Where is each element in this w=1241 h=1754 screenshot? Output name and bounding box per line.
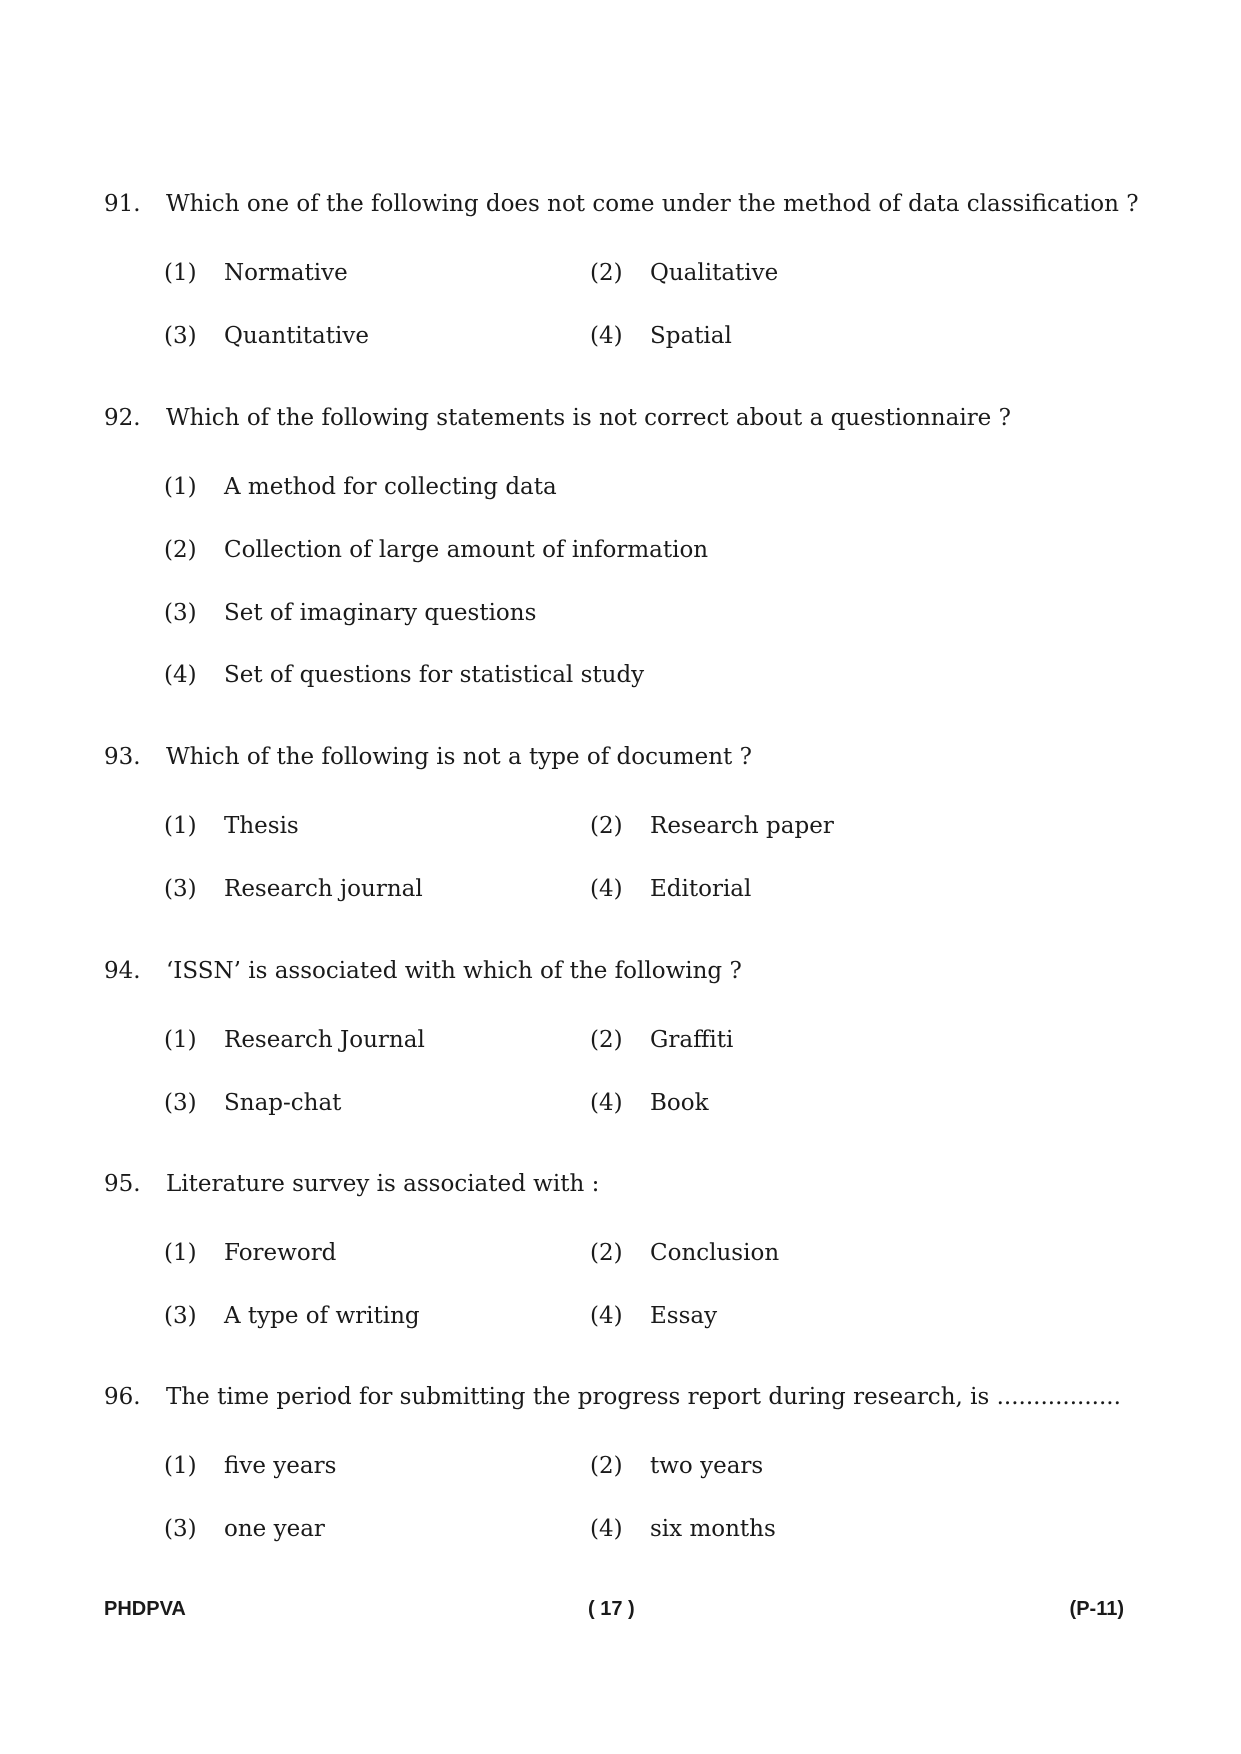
- option-text: Research Journal: [224, 1027, 425, 1053]
- option-text: Snap-chat: [224, 1090, 342, 1116]
- option-number: (2): [590, 1027, 623, 1053]
- option-text: one year: [224, 1516, 325, 1542]
- option-number: (3): [164, 600, 197, 626]
- question-94: [104, 955, 1164, 987]
- paper-code: PHDPVA: [104, 1598, 186, 1620]
- option-number: (4): [590, 323, 623, 349]
- option-number: (2): [590, 813, 623, 839]
- question-text: Which one of the following does not come under the method of data classification ?: [166, 191, 1139, 217]
- option-text: Set of imaginary questions: [224, 600, 537, 626]
- question-91: [104, 188, 1164, 220]
- option-number: (4): [590, 1303, 623, 1329]
- option-text: two years: [650, 1453, 764, 1479]
- option-number: (2): [590, 260, 623, 286]
- option-text: Spatial: [650, 323, 732, 349]
- question-number: 92.: [104, 405, 141, 431]
- option-text: Foreword: [224, 1240, 337, 1266]
- option-text: Thesis: [224, 813, 299, 839]
- option-text: five years: [224, 1453, 337, 1479]
- option-text: Qualitative: [650, 260, 779, 286]
- option-text: six months: [650, 1516, 776, 1542]
- question-number: 95.: [104, 1171, 141, 1197]
- option-text: Collection of large amount of information: [224, 537, 709, 563]
- option-number: (1): [164, 1240, 197, 1266]
- question-95: [104, 1168, 1164, 1200]
- option-number: (1): [164, 474, 197, 500]
- question-92: [104, 402, 1164, 434]
- question-text: Which of the following statements is not correct about a questionnaire ?: [166, 405, 1011, 431]
- set-code: (P-11): [1069, 1598, 1124, 1620]
- option-text: Research journal: [224, 876, 423, 902]
- option-text: Essay: [650, 1303, 718, 1329]
- option-number: (2): [164, 537, 197, 563]
- option-number: (3): [164, 323, 197, 349]
- option-number: (2): [590, 1453, 623, 1479]
- question-number: 93.: [104, 744, 141, 770]
- option-text: A method for collecting data: [224, 474, 557, 500]
- option-text: A type of writing: [224, 1303, 420, 1329]
- option-text: Quantitative: [224, 323, 369, 349]
- option-number: (1): [164, 1027, 197, 1053]
- option-number: (4): [164, 662, 197, 688]
- option-number: (2): [590, 1240, 623, 1266]
- page-number: ( 17 ): [588, 1598, 635, 1620]
- question-text: ‘ISSN’ is associated with which of the following ?: [166, 958, 742, 984]
- question-93: [104, 741, 1164, 773]
- question-text: Which of the following is not a type of document ?: [166, 744, 752, 770]
- question-text: The time period for submitting the progress report during research, is .................: [166, 1384, 1121, 1410]
- option-number: (1): [164, 813, 197, 839]
- option-number: (3): [164, 1090, 197, 1116]
- question-text: Literature survey is associated with :: [166, 1171, 600, 1197]
- option-text: Set of questions for statistical study: [224, 662, 645, 688]
- option-number: (1): [164, 260, 197, 286]
- option-text: Graffiti: [650, 1027, 734, 1053]
- option-text: Editorial: [650, 876, 752, 902]
- option-text: Normative: [224, 260, 348, 286]
- option-number: (1): [164, 1453, 197, 1479]
- option-text: Book: [650, 1090, 709, 1116]
- option-number: (3): [164, 1303, 197, 1329]
- option-text: Conclusion: [650, 1240, 780, 1266]
- question-number: 96.: [104, 1384, 141, 1410]
- question-number: 94.: [104, 958, 141, 984]
- option-number: (4): [590, 1516, 623, 1542]
- option-number: (3): [164, 876, 197, 902]
- option-number: (4): [590, 876, 623, 902]
- option-text: Research paper: [650, 813, 834, 839]
- option-number: (4): [590, 1090, 623, 1116]
- question-number: 91.: [104, 191, 141, 217]
- option-number: (3): [164, 1516, 197, 1542]
- question-96: [104, 1381, 1164, 1413]
